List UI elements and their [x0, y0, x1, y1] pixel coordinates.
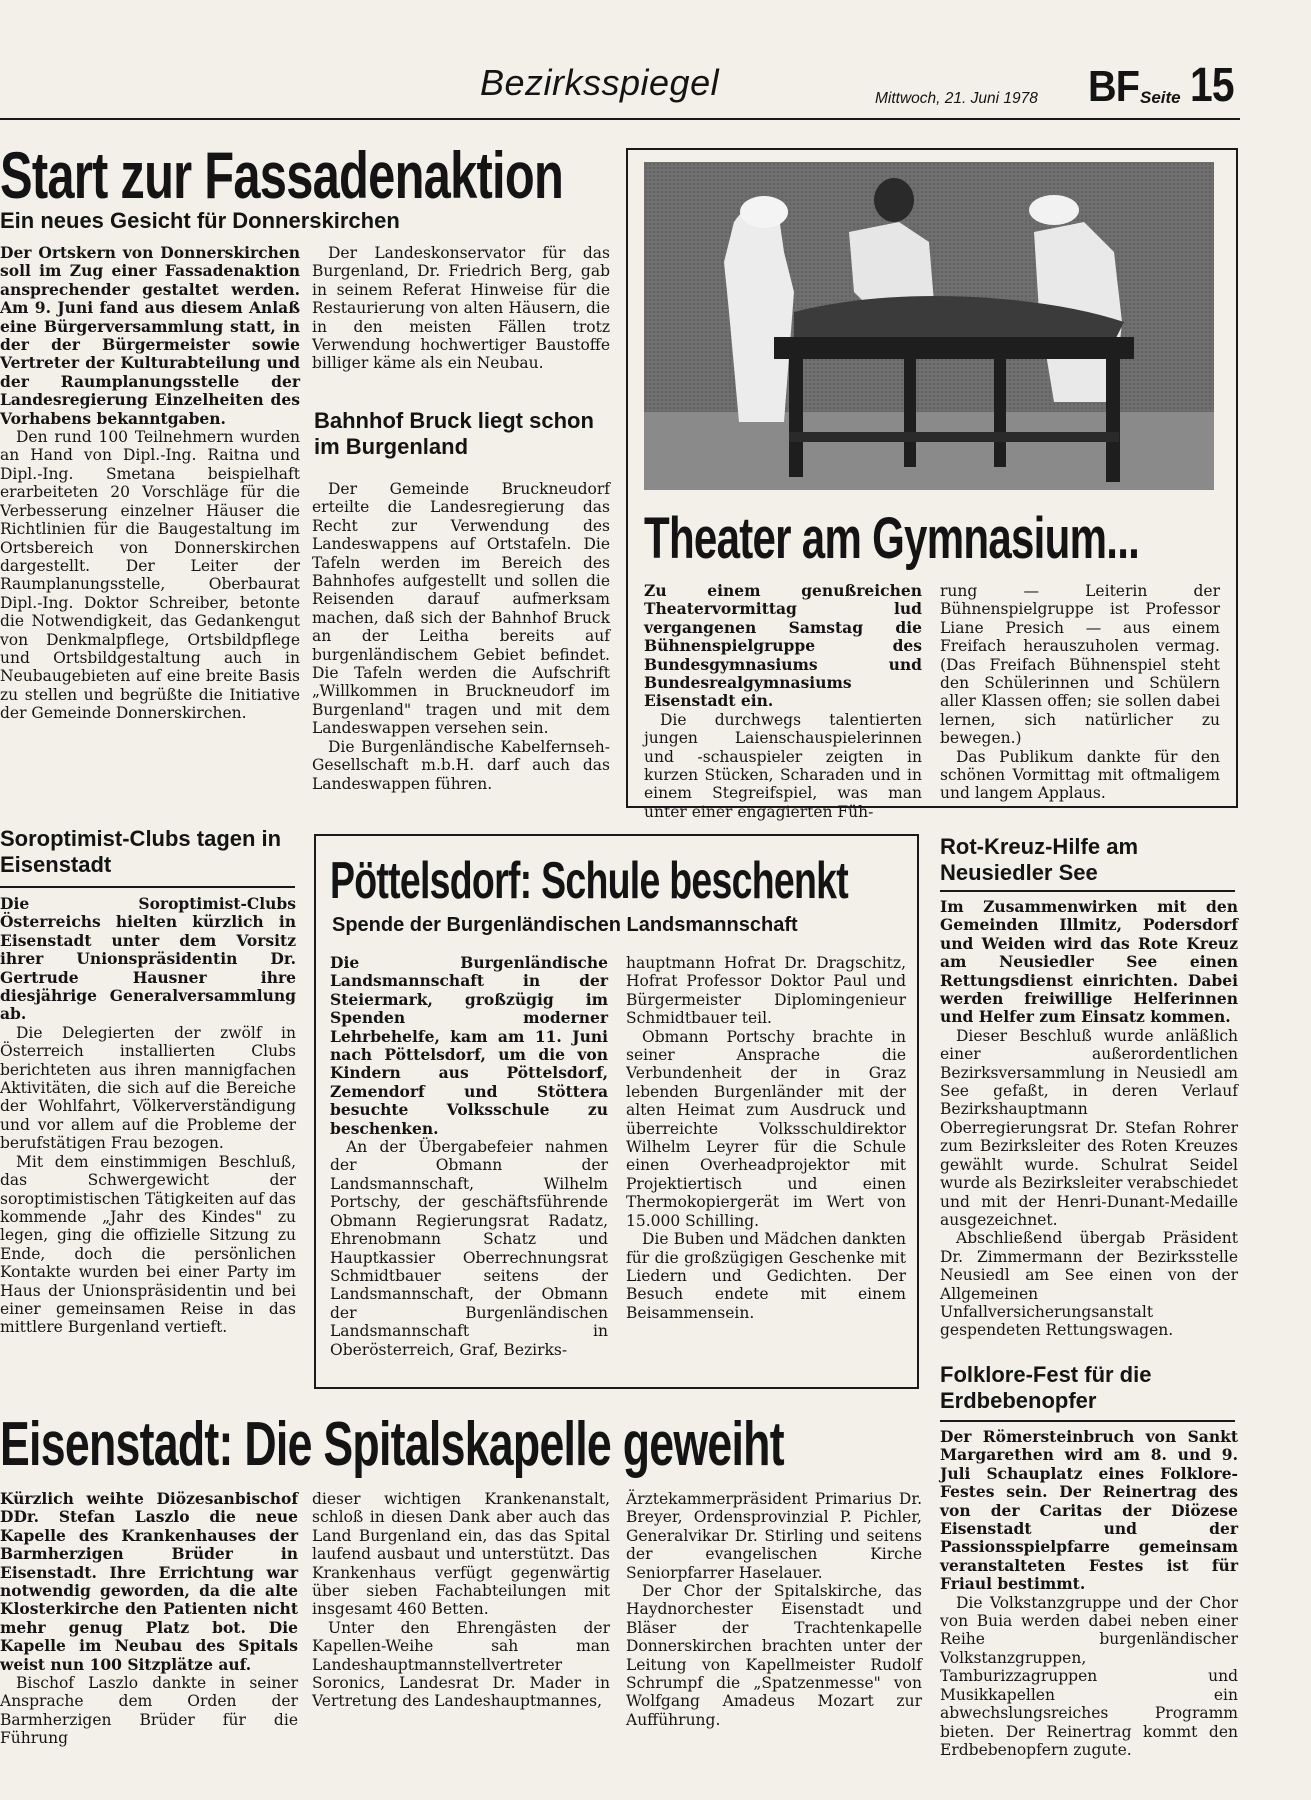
paragraph: Obmann Portschy brachte in seiner Ansprache die Verbundenheit der in Graz lebenden Burgenländer mit der alten Heimat zum Ausdruck und überreichte Volksschuldirektor Wilhelm Leyrer für die Schule einen Overheadprojektor mit Projektiertisch und einen Thermokopiergerät im Wert von 15.000 Schilling. [626, 1027, 906, 1230]
spital-headline: Eisenstadt: Die Spitalskapelle geweiht [0, 1410, 784, 1479]
soroptimist-headline: Soroptimist-Clubs tagen in Eisenstadt [0, 826, 282, 877]
rotkreuz-rule [940, 890, 1235, 892]
soroptimist-body [0, 895, 296, 1395]
paragraph: Zu einem genußreichen Theatervormittag lud vergangenen Samstag die Bühnenspielgruppe des Bundesgymnasiums und Bundesrealgymnasiums Eisenstadt ein. [644, 581, 922, 711]
photo-table-leg [904, 357, 916, 467]
fassaden-headline: Start zur Fassadenaktion [0, 138, 564, 212]
page-header [0, 50, 1311, 120]
paragraph: Abschließend übergab Präsident Dr. Zimmermann der Bezirksstelle Neusiedl am See einen von der Allgemeinen Unfallversicherungsanstalt gespendeten Rettungswagen. [940, 1229, 1238, 1340]
poettelsdorf-col-2 [626, 954, 906, 1382]
folklore-rule [940, 1420, 1235, 1422]
photo-table-leg [789, 357, 803, 477]
paragraph: Im Zusammenwirken mit den Gemeinden Illmitz, Podersdorf und Weiden wird das Rote Kreuz am Neusiedler See einen Rettungsdienst einrichten. Dabei werden freiwillige Helferinnen und Helfer zum Einsatz kommen. [940, 897, 1238, 1027]
spital-col-1 [0, 1489, 298, 1748]
issue-date: Mittwoch, 21. Juni 1978 [875, 90, 1038, 107]
paragraph: An der Übergabefeier nahmen der Obmann der Landsmannschaft, Wilhelm Portschy, der geschäftsführende Obmann Regierungsrat Radatz, Ehrenobmann Schatz und Hauptkassier Oberrechnungsrat Schmidtbauer seitens der Landsmannschaft, der Obmann der Burgenländischen Landsmannschaft in Oberösterreich, Graf, Bezirks- [330, 1138, 608, 1359]
paragraph: Die Burgenländische Kabelfernseh-Gesellschaft m.b.H. darf auch das Landeswappen führen. [312, 737, 610, 793]
poettelsdorf-subhead: Spende der Burgenländischen Landsmannschaft [332, 914, 798, 936]
paragraph: Der Römersteinbruch von Sankt Margarethen wird am 8. und 9. Juli Schauplatz eines Folklore-Festes sein. Der Reinertrag des von der Caritas der Diözese Eisenstadt und der Passionsspielpfarre gemeinsam veranstalteten Festes ist für Friaul bestimmt. [940, 1427, 1238, 1594]
paragraph: Mit dem einstimmigen Beschluß, das Schwergewicht der soroptimistischen Tätigkeiten auf das kommende „Jahr des Kindes" zu legen, ging die offizielle Sitzung zu Ende, doch die persönlichen Kontakte wurden bei einer Party im Haus der Unionspräsidentin und bei einer gemeinsamen Reise in das mittlere Burgenland vertieft. [0, 1152, 296, 1337]
paragraph: Die Volkstanzgruppe und der Chor von Buia werden dabei neben einer Reihe burgenländischer Volkstanzgruppen, Tamburizzagruppen und Musikkapellen ein abwechslungsreiches Programm bieten. Der Reinertrag kommt den Erdbebenopfern zugute. [940, 1593, 1238, 1759]
header-rule [0, 118, 1240, 120]
section-title: Bezirksspiegel [480, 62, 720, 103]
poettelsdorf-headline: Pöttelsdorf: Schule beschenkt [330, 852, 848, 910]
poettelsdorf-col-1 [330, 954, 608, 1382]
theater-photo [644, 162, 1214, 490]
photo-figure-middle-head [874, 178, 914, 222]
paper-logo: BF [1088, 62, 1139, 111]
paragraph: dieser wichtigen Krankenanstalt, schloß in diesen Dank aber auch das Land Burgenland ein, das das Spital laufend ausbaut und unterstützt. Das Krankenhaus verfügt gegenwärtig über sieben Fachabteilungen mit insgesamt 460 Betten. [312, 1490, 610, 1619]
rotkreuz-body [940, 898, 1238, 1348]
photo-figure-right-cap [1029, 195, 1079, 225]
folklore-headline: Folklore-Fest für die Erdbebenopfer [940, 1362, 1152, 1413]
paragraph: rung — Leiterin der Bühnenspielgruppe ist Professor Liane Presich — aus einem Freifach herauszuholen vermag. (Das Freifach Bühnenspiel steht den Schülerinnen und Schülern aller Klassen offen; sie sollen dabei lernen, sich natürlicher zu bewegen.) [940, 582, 1220, 748]
fassaden-subhead: Ein neues Gesicht für Donnerskirchen [0, 208, 400, 233]
paragraph: Der Chor der Spitalskirche, das Haydnorchester Eisenstadt und Bläser der Trachtenkapelle Donnerskirchen brachten unter der Leitung von Kapellmeister Rudolf Schrumpf die „Spatzenmesse" von Wolfgang Amadeus Mozart zur Aufführung. [626, 1582, 922, 1729]
paragraph: Das Publikum dankte für den schönen Vormittag mit oftmaligem und langem Applaus. [940, 747, 1220, 803]
page-number: 15 [1190, 59, 1234, 112]
paragraph: Der Landeskonservator für das Burgenland, Dr. Friedrich Berg, gab in seinem Referat Hinweise für die Restaurierung von alten Häusern, die in den meisten Fällen trotz Verwendung hochwertiger Baustoffe billiger käme als ein Neubau. [312, 244, 610, 373]
spital-col-2 [312, 1490, 610, 1740]
photo-figure-left-cap [740, 196, 788, 228]
paragraph: Bischof Laszlo dankte in seiner Ansprache dem Orden der Barmherzigen Brüder für die Führung [0, 1674, 298, 1748]
photo-table-top [774, 337, 1134, 359]
paragraph: hauptmann Hofrat Dr. Dragschitz, Hofrat Professor Doktor Paul und Bürgermeister Diplomingenieur Schmidtbauer teil. [626, 954, 906, 1028]
soroptimist-rule [0, 886, 295, 888]
theater-col-1 [644, 581, 922, 821]
fassaden-col-1 [0, 244, 300, 804]
paragraph: Der Gemeinde Bruckneudorf erteilte die Landesregierung das Recht zur Verwendung des Landeswappens auf Ortstafeln. Die Tafeln werden im Bereich des Bahnhofes aufgestellt und sollen die Reisenden darauf aufmerksam machen, daß sich der Bahnhof Bruck an der Leitha bereits auf burgenländischem Gebiet befindet. Die Tafeln werden die Aufschrift „Willkommen in Bruckneudorf im Burgenland" tragen und mit dem Landeswappen versehen sein. [312, 480, 610, 738]
photo-floor [644, 412, 1214, 490]
page-label: Seite [1140, 88, 1181, 107]
paragraph: Den rund 100 Teilnehmern wurden an Hand von Dipl.-Ing. Raitna und Dipl.-Ing. Smetana beispielhaft erarbeiteten 20 Vorschläge für die Verbesserung einzelner Häuser die Richtlinien für die Baugestaltung im Ortsbereich von Donnerskirchen dargestellt. Der Leiter der Raumplanungsstelle, Oberbaurat Dipl.-Ing. Doktor Schreiber, betonte die Notwendigkeit, das Gedankengut von Denkmalpflege, Ortsbildpflege und Ortsbildgestaltung auch in Neubaugebieten auf eine breite Basis zu stellen und begrüßte die Initiative der Gemeinde Donnerskirchen. [0, 428, 300, 723]
paragraph: Die durchwegs talentierten jungen Laienschauspielerinnen und -schauspieler zeigten in kurzen Stücken, Scharaden und in einem Stegreifspiel, was man unter einer engagierten Füh- [644, 710, 922, 821]
paragraph: Ärztekammerpräsident Primarius Dr. Breyer, Ordensprovinzial P. Pichler, Generalvikar Dr. Stirling und seitens der evangelischen Kirche Seniorpfarrer Haselauer. [626, 1490, 922, 1582]
theater-headline: Theater am Gymnasium... [644, 506, 1140, 571]
rotkreuz-headline: Rot-Kreuz-Hilfe am Neusiedler See [940, 834, 1139, 885]
spital-col-3 [626, 1490, 922, 1740]
paragraph: Die Buben und Mädchen dankten für die großzügigen Geschenke mit Liedern und Gedichten. Der Besuch endete mit einem Beisammensein. [626, 1230, 906, 1322]
paragraph: Die Burgenländische Landsmannschaft in der Steiermark, großzügig im Spenden moderner Lehrbehelfe, kam am 11. Juni nach Pöttelsdorf, um die von Kindern aus Pöttelsdorf, Zemendorf und Stöttera besuchte Volksschule zu beschenken. [330, 953, 608, 1138]
photo-table-rail [789, 432, 1119, 442]
bahnhof-headline: Bahnhof Bruck liegt schon im Burgenland [314, 408, 594, 459]
fassaden-col-2 [312, 244, 610, 394]
paragraph: Die Soroptimist-Clubs Österreichs hielten kürzlich in Eisenstadt unter dem Vorsitz ihrer Unionspräsidentin Dr. Gertrude Hausner ihre diesjährige Generalversammlung ab. [0, 894, 296, 1024]
theater-col-2 [940, 582, 1220, 802]
photo-table-leg [1106, 357, 1120, 482]
bahnhof-body [312, 480, 610, 815]
paragraph: Kürzlich weihte Diözesanbischof DDr. Stefan Laszlo die neue Kapelle des Krankenhauses der Barmherzigen Brüder in Eisenstadt. Ihre Errichtung war notwendig geworden, da die alte Klosterkirche den Patienten nicht mehr genug Platz bot. Die Kapelle im Neubau des Spitals weist nun 100 Sitzplätze auf. [0, 1489, 298, 1674]
paragraph: Unter den Ehrengästen der Kapellen-Weihe sah man Landeshauptmannstellvertreter Soronics, Landesrat Dr. Mader in Vertretung des Landeshauptmannes, [312, 1618, 610, 1711]
paragraph: Dieser Beschluß wurde anläßlich einer außerordentlichen Bezirksversammlung in Neusiedl am See gefaßt, in deren Verlauf Bezirkshauptmann Oberregierungsrat Dr. Stefan Rohrer zum Bezirksleiter des Roten Kreuzes gewählt wurde. Schulrat Seidel wurde als Bezirksleiter verabschiedet und mit der Henri-Dunant-Medaille ausgezeichnet. [940, 1026, 1238, 1229]
photo-table-leg [994, 357, 1006, 467]
folklore-body [940, 1427, 1238, 1759]
paragraph: Die Delegierten der zwölf in Österreich installierten Clubs berichteten aus ihren mannigfachen Aktivitäten, die sich auf die Bereiche der Wohlfahrt, Völkerverständigung und vor allem auf die Probleme der berufstätigen Frau bezogen. [0, 1023, 296, 1153]
paragraph: Der Ortskern von Donnerskirchen soll im Zug einer Fassadenaktion ansprechender gestaltet werden. Am 9. Juni fand aus diesem Anlaß eine Bürgerversammlung statt, in der der Bürgermeister sowie Vertreter der Kulturabteilung und der Raumplanungsstelle der Landesregierung Einzelheiten des Vorhabens bekanntgaben. [0, 243, 300, 428]
